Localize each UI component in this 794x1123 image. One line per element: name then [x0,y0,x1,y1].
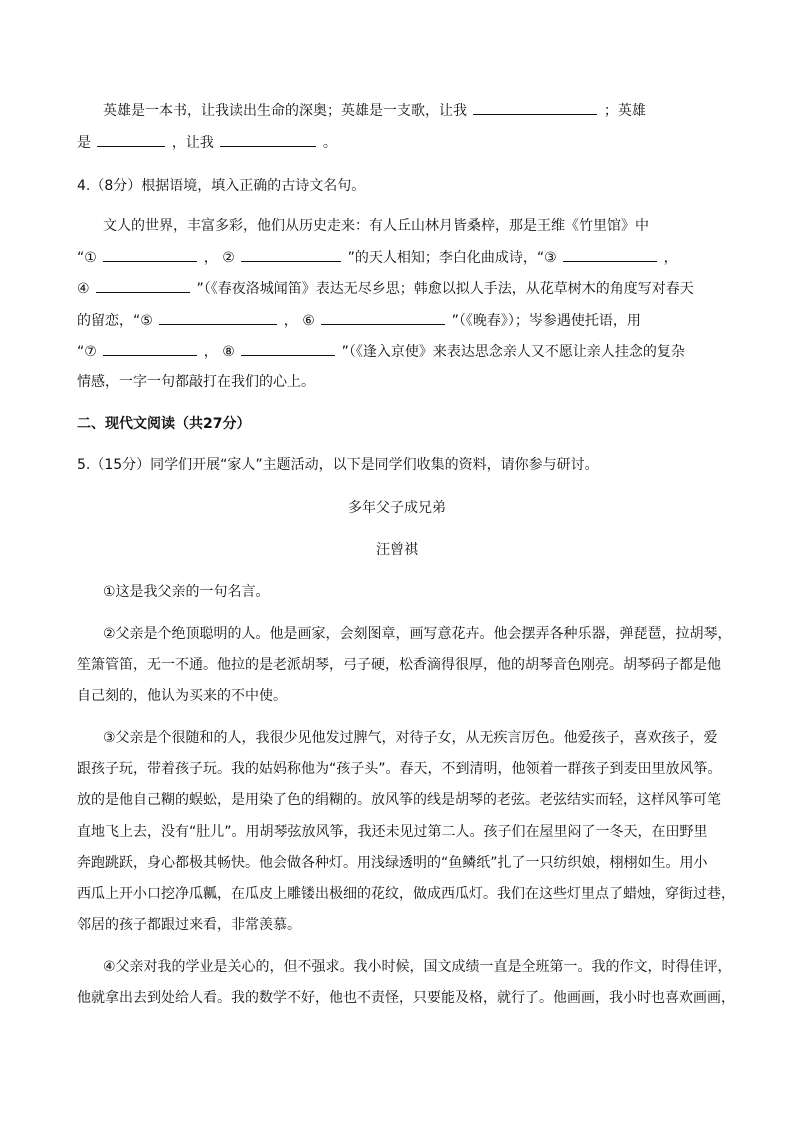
marker-1: ① [84,250,97,266]
text: 是 [77,135,91,151]
q4-para-line-2 [77,247,678,268]
article-title: 多年父子成兄弟 [348,500,446,516]
marker-8: ⑧ [222,344,235,360]
marker-7: ⑦ [84,344,97,360]
marker-6: ⑥ [302,313,315,329]
text: ；英雄 [603,103,646,119]
answer-blank-8[interactable] [241,341,335,356]
paragraph-3-line: 直地飞上去，没有“肚儿”。用胡琴弦放风筝，我还未见过第二人。孩子们在屋里闷了一冬天，在田野里 [77,824,708,840]
paragraph-1: ①这是我父亲的一句名言。 [103,584,270,600]
answer-blank-1[interactable] [103,247,197,262]
paragraph-2-line: ②父亲是个绝顶聪明的人。他是画家，会刻图章，画写意花卉。他会摆弄各种乐器，弹琵琶，拉胡琴， [103,626,732,642]
text: ”（《晚春》）；岑参遇使托语，用 [451,313,641,329]
text: ”（《春夜洛城闻笛》表达无尽乡思；韩愈以拟人手法，从花草树木的角度写对春天 [196,281,694,297]
paragraph-3-line: 奔跑跳跃，身心都极其畅快。他会做各种灯。用浅绿透明的“鱼鳞纸”扎了一只纺织娘，栩栩如生。用小 [77,855,708,871]
paragraph-3-line: 西瓜上开小口挖净瓜瓤，在瓜皮上雕镂出极细的花纹，做成西瓜灯。我们在这些灯里点了蜡烛，穿街过巷， [77,886,735,902]
marker-4: ④ [77,281,90,297]
paragraph-3-line: 跟孩子玩，带着孩子玩。我的姑妈称他为“孩子头”。春天，不到清明，他领着一群孩子到麦田里放风筝。 [77,761,722,777]
q4-para-line-4 [77,310,641,331]
marker-3: ③ [544,250,557,266]
paragraph-3-line: 邻居的孩子都跟过来看，非常羡慕。 [77,917,301,933]
article-author: 汪曾祺 [376,542,418,558]
marker-2: ② [222,250,235,266]
paragraph-3-line: 放的是他自己糊的蜈蚣，是用染了色的绢糊的。放风筝的线是胡琴的老弦。老弦结实而轻，这样风筝可笔 [77,792,721,808]
quote-mark: “ [77,250,85,266]
answer-blank[interactable] [97,132,165,147]
q4-para-line-3 [77,278,694,299]
answer-blank[interactable] [473,100,597,115]
paragraph-2-line: 自己刻的，他认为买来的不中使。 [77,688,287,704]
text: ”的天人相知；李白化曲成诗，“ [347,250,545,266]
text: 的留恋，“ [77,313,141,329]
text: ， [203,344,218,360]
q4-para-line-1: 文人的世界，丰富多彩，他们从历史走来：有人丘山林月皆桑梓，那是王维《竹里馆》中 [103,218,649,234]
text: ， [203,250,218,266]
text: 。 [322,135,337,151]
answer-blank-4[interactable] [96,278,190,293]
text: 英雄是一本书，让我读出生命的深奥；英雄是一支歌，让我 [103,103,467,119]
hero-line-1 [103,100,646,121]
q4-title: 4.（8分）根据语境，填入正确的古诗文名句。 [77,178,366,194]
marker-5: ⑤ [140,313,153,329]
text: ，让我 [171,135,214,151]
text: ， [663,250,678,266]
text: ”（《逢入京使》来表达思念亲人又不愿让亲人挂念的复杂 [341,344,685,360]
quote-mark: “ [77,344,85,360]
paragraph-4-line: ④父亲对我的学业是关心的，但不强求。我小时候，国文成绩一直是全班第一。我的作文，时得佳评， [103,959,732,975]
answer-blank-7[interactable] [103,341,197,356]
answer-blank-2[interactable] [241,247,341,262]
paragraph-4-line: 他就拿出去到处给人看。我的数学不好，他也不责怪，只要能及格，就行了。他画画，我小时也喜欢画画， [77,990,735,1006]
answer-blank-5[interactable] [159,310,277,325]
answer-blank[interactable] [220,132,316,147]
hero-line-2 [77,132,337,153]
answer-blank-3[interactable] [563,247,657,262]
q4-para-line-6: 情感，一字一句都敲打在我们的心上。 [77,374,315,390]
section-heading: 二、现代文阅读（共27分） [77,416,251,432]
paragraph-3-line: ③父亲是个很随和的人，我很少见他发过脾气，对待子女，从无疾言厉色。他爱孩子，喜欢孩子，爱 [103,730,718,746]
answer-blank-6[interactable] [321,310,445,325]
paragraph-2-line: 笙箫管笛，无一不通。他拉的是老派胡琴，弓子硬，松香滴得很厚，他的胡琴音色刚亮。胡琴码子都是他 [77,657,721,673]
text: ， [283,313,298,329]
q5-title: 5.（15分）同学们开展“家人”主题活动，以下是同学们收集的资料，请你参与研讨。 [77,457,599,473]
q4-para-line-5 [77,341,685,362]
